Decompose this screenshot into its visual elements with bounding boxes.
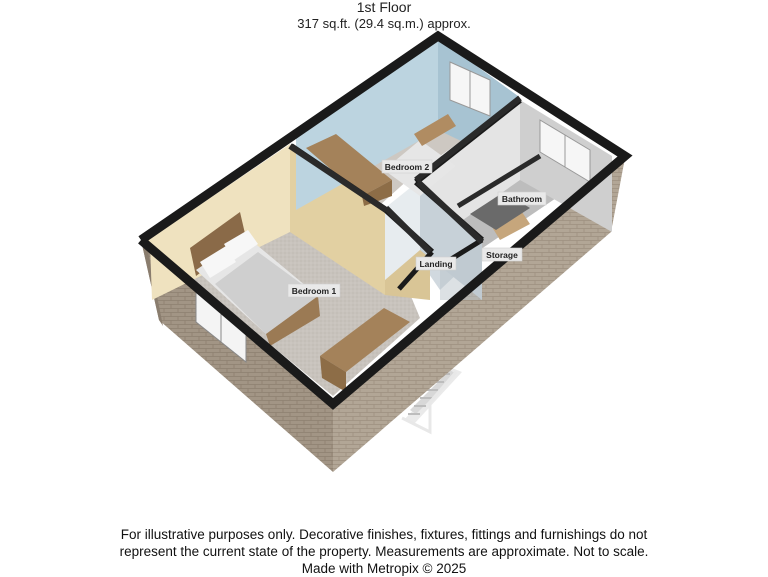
room-label-bedroom-2 [382, 160, 432, 173]
room-label-landing [416, 257, 456, 270]
room-label-bedroom-1 [288, 284, 340, 297]
label-text: Landing [419, 259, 453, 269]
room-label-storage [482, 248, 522, 261]
room-label-bathroom [498, 192, 546, 205]
label-text: Bathroom [501, 194, 543, 204]
disclaimer-line-2: represent the current state of the property. Measurements are approximate. Not to scale. [119, 544, 649, 559]
credit-line: Made with Metropix © 2025 [301, 561, 467, 576]
floor-area: 317 sq.ft. (29.4 sq.m.) approx. [297, 16, 471, 31]
label-text: Bedroom 2 [384, 162, 430, 172]
label-text: Storage [486, 250, 518, 260]
disclaimer [0, 526, 768, 577]
floor-title: 1st Floor [356, 0, 412, 15]
label-text: Bedroom 1 [291, 286, 337, 296]
disclaimer-line-1: For illustrative purposes only. Decorative finishes, fixtures, fittings and furnishings do not [120, 527, 648, 542]
